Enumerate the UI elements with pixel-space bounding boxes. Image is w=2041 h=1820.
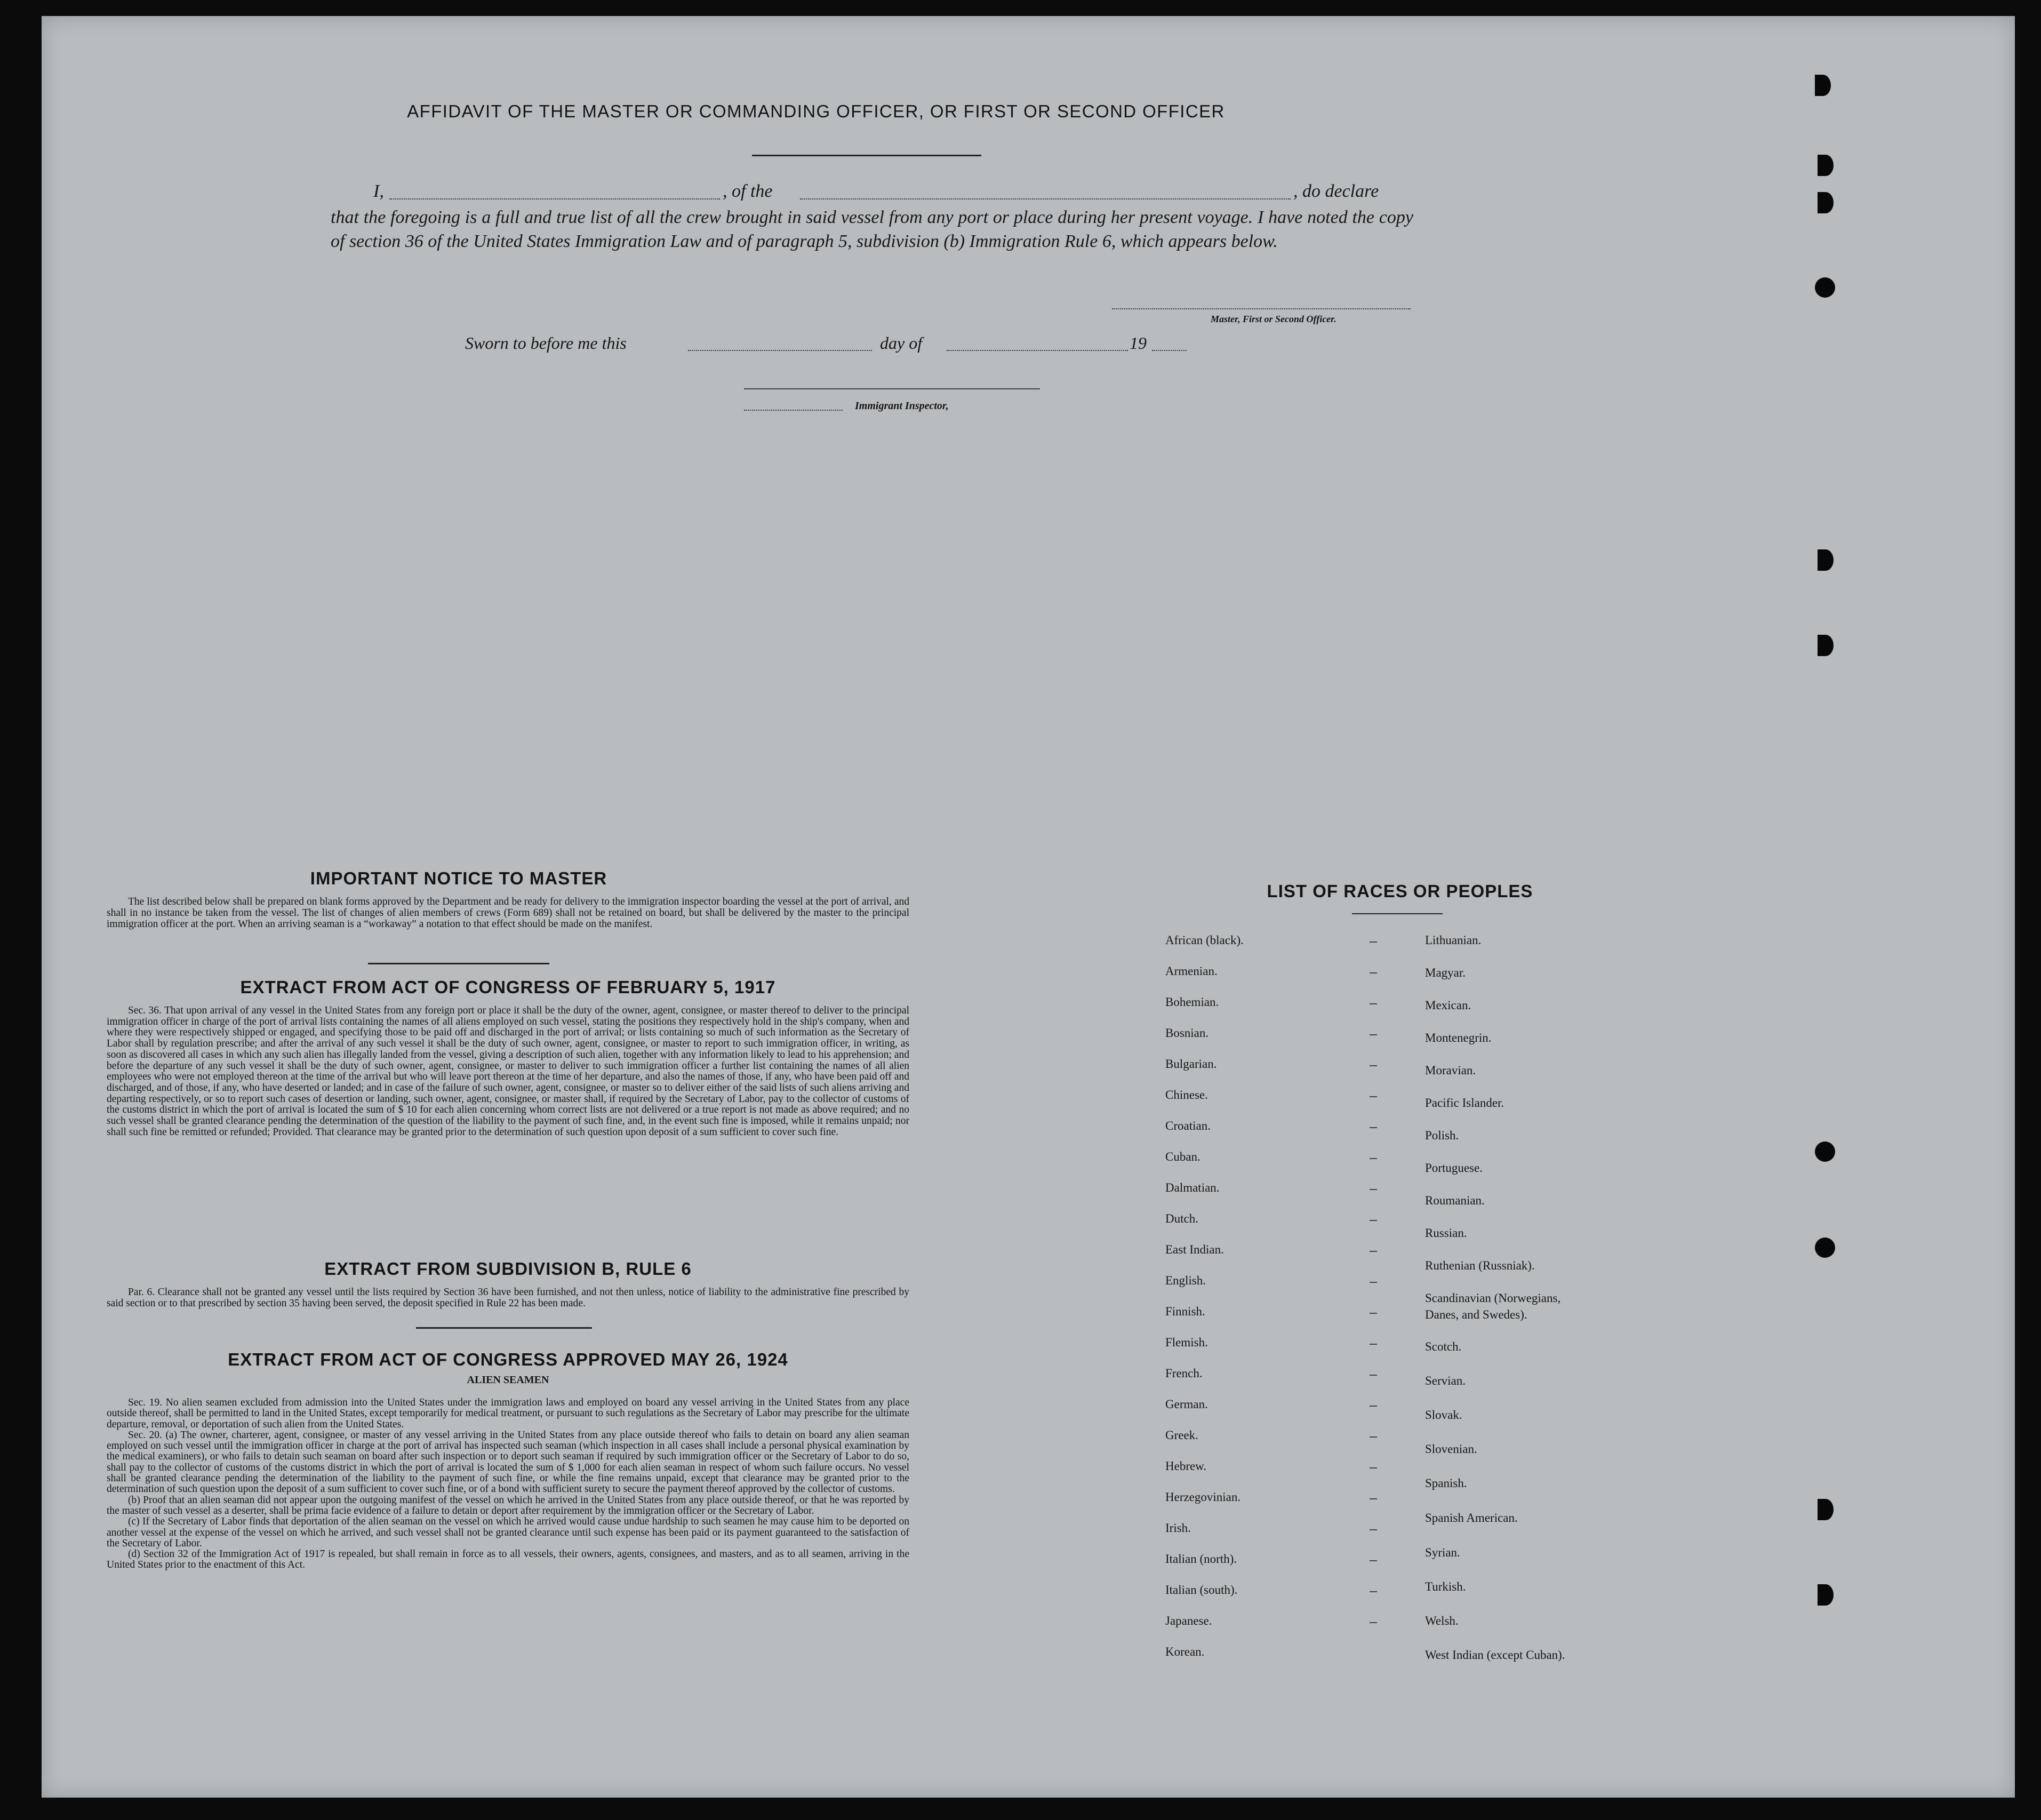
- binder-hole-icon: [1818, 549, 1834, 571]
- race-separator-dash: [1370, 1622, 1377, 1623]
- race-item: Armenian.: [1165, 964, 1218, 978]
- inspector-signature-line[interactable]: [744, 388, 1040, 389]
- binder-hole-icon: [1815, 1142, 1835, 1162]
- notice-paragraph: The list described below shall be prepared on blank forms approved by the Department and be ready for delivery to the immigration inspector boarding the vessel at the port of arrival, and shall in no instance be taken from the vessel. The list of changes of alien members of crews (Form 689) shall not be retained on board, but shall be delivered by the master to the principal immigration officer at the port. When an arriving seaman is a “workaway” a notation to that effect should be made on the manifest.: [107, 896, 909, 930]
- race-separator-dash: [1370, 1251, 1377, 1252]
- sworn-month-blank[interactable]: [947, 350, 1128, 351]
- rule-6-title: EXTRACT FROM SUBDIVISION B, RULE 6: [324, 1259, 692, 1279]
- act-1917-text: [107, 1005, 909, 1138]
- rule-6-text: [107, 1287, 909, 1309]
- notice-text: [107, 896, 909, 930]
- rule-6-par-6: Par. 6. Clearance shall not be granted any vessel until the lists required by Section 36 have been furnished, and not then unless, notice of liability to the administrative fine prescribed by said section or to that prescribed by section 35 having been served, the deposit specified in Rule 22 has been made.: [107, 1287, 909, 1309]
- race-item: Chinese.: [1165, 1088, 1208, 1101]
- day-of-text: day of: [880, 333, 923, 353]
- race-item: Spanish.: [1425, 1476, 1467, 1490]
- race-separator-dash: [1370, 1344, 1377, 1345]
- act-1924-sec-19: Sec. 19. No alien seamen excluded from admission into the United States under the immigration laws and employed on board any vessel arriving in the United States from any place outside thereof, shall be permitted to land in the United States, except temporarily for medical treatment, or pursuant to such regulations as the Secretary of Labor may prescribe for the ultimate departure, removal, or deportation of such alien from the United States.: [107, 1397, 909, 1430]
- race-separator-dash: [1370, 1498, 1377, 1499]
- race-item: Scandinavian (Norwegians,: [1425, 1291, 1561, 1305]
- declaration-of-the: , of the: [723, 181, 773, 201]
- act-1917-sec-36: Sec. 36. That upon arrival of any vessel in the United States from any foreign port or place it shall be the duty of the owner, agent, consignee, or master thereof to deliver to the principal immigration officer in charge of the port of arrival lists containing the names of all aliens employed on such vessel, stating the positions they respectively hold in the ship's company, when and where they were respectively shipped or engaged, and specifying those to be paid off and discharged in the port of arrival; or lists containing so much of such information as the Secretary of Labor shall by regulation prescribe; and after the arrival of any such vessel it shall be the duty of such owner, agent, consignee, or master to report to such immigration officer, in writing, as soon as discovered all cases in which any such alien has illegally landed from the vessel, giving a description of such alien, together with any information likely to lead to his apprehension; and before the departure of any such vessel it shall be the duty of such owner, agent, consignee, or master to deliver to such immigration officer a further list containing the names of all alien employees who were not employed thereon at the time of the arrival but who will leave port thereon at the time of her departure, and also the names of those, if any, who have been paid off and discharged, and of those, if any, who have deserted or landed; and in case of the failure of such owner, agent, consignee, or master so to deliver either of the said lists of such aliens arriving and departing respectively, or so to report such cases of desertion or landing, such owner, agent, consignee, or master shall, if required by the Secretary of Labor, pay to the collector of customs of the customs district in which the port of arrival is located the sum of $ 10 for each alien concerning whom correct lists are not delivered or a true report is not made as above required; and no such vessel shall be granted clearance pending the determination of the question of the liability to the payment of such fine, and, in the event such fine is imposed, while it remains unpaid; nor shall such fine be remitted or refunded; Provided. That clearance may be granted prior to the determination of such question upon deposit of a sum sufficient to cover such fine.: [107, 1005, 909, 1138]
- section-divider: [368, 963, 549, 964]
- race-separator-dash: [1370, 1003, 1377, 1004]
- race-separator-dash: [1370, 1406, 1377, 1407]
- act-1924-sec-20c: (c) If the Secretary of Labor finds that deportation of the alien seaman on the vessel on which he arrived would cause undue hardship to such seamen he may cause him to be deported on another vessel at the expense of the vessel on which he arrived, and such vessel shall not be granted clearance until such expense has been paid or its payment guaranteed to the satisfaction of the Secretary of Labor.: [107, 1516, 909, 1549]
- race-separator-dash: [1370, 1096, 1377, 1097]
- sworn-day-blank[interactable]: [688, 350, 872, 351]
- sworn-year-blank[interactable]: [1152, 350, 1187, 351]
- act-1924-text: [107, 1398, 909, 1571]
- race-item: Ruthenian (Russniak).: [1425, 1259, 1535, 1272]
- act-1924-sec-20b: (b) Proof that an alien seaman did not appear upon the outgoing manifest of the vessel on which he arrived in the United States from any place outside thereof, or that he was reported by the master of such vessel as a deserter, shall be prima facie evidence of a failure to detain or deport after requirement by the immigration officer or the Secretary of Labor.: [107, 1494, 909, 1516]
- race-separator-dash: [1370, 1560, 1377, 1561]
- race-item: Montenegrin.: [1425, 1031, 1492, 1044]
- act-1917-title: EXTRACT FROM ACT OF CONGRESS OF FEBRUARY 5, 1917: [240, 977, 776, 997]
- race-item: Moravian.: [1425, 1064, 1476, 1077]
- race-separator-dash: [1370, 1065, 1377, 1066]
- race-separator-dash: [1370, 1436, 1377, 1438]
- declaration-do-declare: , do declare: [1293, 181, 1379, 201]
- race-item: Danes, and Swedes).: [1425, 1308, 1527, 1321]
- race-separator-dash: [1370, 1591, 1377, 1592]
- section-divider: [416, 1327, 592, 1329]
- races-title-underline: [1352, 913, 1443, 914]
- race-item: Scotch.: [1425, 1340, 1462, 1353]
- race-separator-dash: [1370, 1375, 1377, 1376]
- race-item: German.: [1165, 1398, 1208, 1411]
- master-signature-label: Master, First or Second Officer.: [1211, 314, 1336, 324]
- race-item: Polish.: [1425, 1129, 1459, 1142]
- binder-hole-icon: [1818, 155, 1834, 176]
- name-blank[interactable]: [389, 198, 720, 199]
- race-item: Bohemian.: [1165, 995, 1219, 1009]
- race-item: Cuban.: [1165, 1150, 1200, 1163]
- binder-hole-icon: [1818, 1584, 1834, 1606]
- race-item: Bosnian.: [1165, 1026, 1209, 1040]
- title-underline: [752, 155, 981, 156]
- binder-hole-icon: [1815, 75, 1831, 96]
- race-item: Italian (south).: [1165, 1583, 1238, 1597]
- race-separator-dash: [1370, 941, 1377, 943]
- binder-hole-icon: [1815, 277, 1835, 298]
- binder-hole-icon: [1815, 1238, 1835, 1258]
- race-item: Turkish.: [1425, 1580, 1466, 1593]
- race-item: Pacific Islander.: [1425, 1096, 1504, 1109]
- declaration-first-line: [331, 181, 1413, 205]
- master-signature-line[interactable]: [1112, 308, 1411, 309]
- inspector-short-line: [744, 410, 843, 411]
- race-item: Servian.: [1425, 1374, 1466, 1387]
- race-item: Dalmatian.: [1165, 1181, 1220, 1194]
- race-separator-dash: [1370, 1467, 1377, 1468]
- inspector-label: Immigrant Inspector,: [855, 400, 949, 412]
- race-item: Greek.: [1165, 1428, 1198, 1442]
- race-item: Magyar.: [1425, 966, 1466, 979]
- act-1924-sec-20d: (d) Section 32 of the Immigration Act of 1917 is repealed, but shall remain in force as to all vessels, their owners, agents, consignees, and masters, and as to all seamen, arriving in the United States prior to the enactment of this Act.: [107, 1548, 909, 1571]
- race-item: Korean.: [1165, 1645, 1205, 1658]
- race-item: Flemish.: [1165, 1336, 1208, 1349]
- race-item: Russian.: [1425, 1226, 1467, 1240]
- race-item: Spanish American.: [1425, 1511, 1518, 1524]
- race-item: Syrian.: [1425, 1546, 1460, 1559]
- race-separator-dash: [1370, 1220, 1377, 1221]
- race-item: Irish.: [1165, 1521, 1191, 1535]
- race-item: Finnish.: [1165, 1305, 1205, 1318]
- binder-hole-icon: [1818, 192, 1834, 213]
- race-item: Herzegovinian.: [1165, 1490, 1241, 1504]
- year-prefix: 19: [1130, 333, 1147, 353]
- act-1924-sec-20a: Sec. 20. (a) The owner, charterer, agent, consignee, or master of any vessel arriving in the United States from any place outside thereof who fails to detain on board any alien seaman employed on such vessel until the immigration officer in charge at the port of arrival has inspected such seaman (which inspection in all cases shall include a personal physical examination by the medical examiners), or who fails to detain such seaman on board after such inspection or to deport such seaman if required by such immigration officer or the Secretary of Labor to do so, shall pay to the collector of customs of the customs district in which the port of arrival is located the sum of $ 1,000 for each alien seaman in respect of whom such failure occurs. No vessel shall be granted clearance pending the determination of the liability to the payment of such fine, or while the fine remains unpaid, except that clearance may be granted prior to the determination of such question upon the deposit of a sum sufficient to cover such fine, or of a bond with sufficient surety to secure the payment thereof approved by the collector of customs.: [107, 1429, 909, 1495]
- race-item: Hebrew.: [1165, 1459, 1207, 1473]
- race-separator-dash: [1370, 1313, 1377, 1314]
- race-item: English.: [1165, 1274, 1206, 1287]
- race-item: Mexican.: [1425, 999, 1471, 1012]
- race-item: Bulgarian.: [1165, 1057, 1217, 1071]
- race-separator-dash: [1370, 1158, 1377, 1159]
- vessel-blank[interactable]: [800, 198, 1291, 199]
- race-item: Japanese.: [1165, 1614, 1212, 1627]
- act-1924-subtitle: ALIEN SEAMEN: [467, 1374, 549, 1386]
- race-item: Slovak.: [1425, 1408, 1462, 1422]
- races-title: LIST OF RACES OR PEOPLES: [1267, 881, 1533, 901]
- race-separator-dash: [1370, 1034, 1377, 1035]
- race-item: Dutch.: [1165, 1212, 1198, 1225]
- declaration-body: that the foregoing is a full and true list of all the crew brought in said vessel from any port or place during her present voyage. I have noted the copy of section 36 of the United States Immigration Law and of paragraph 5, subdivision (b) Immigration Rule 6, which appears below.: [331, 207, 1413, 251]
- affidavit-title: AFFIDAVIT OF THE MASTER OR COMMANDING OFFICER, OR FIRST OR SECOND OFFICER: [407, 101, 1225, 121]
- race-separator-dash: [1370, 1189, 1377, 1190]
- act-1924-title: EXTRACT FROM ACT OF CONGRESS APPROVED MAY 26, 1924: [228, 1350, 788, 1369]
- notice-title: IMPORTANT NOTICE TO MASTER: [310, 868, 607, 888]
- race-item: Slovenian.: [1425, 1442, 1477, 1456]
- race-item: Roumanian.: [1425, 1194, 1485, 1207]
- race-item: Welsh.: [1425, 1614, 1459, 1627]
- race-item: French.: [1165, 1367, 1203, 1380]
- race-item: African (black).: [1165, 933, 1244, 947]
- race-separator-dash: [1370, 1127, 1377, 1128]
- race-separator-dash: [1370, 1529, 1377, 1530]
- race-separator-dash: [1370, 1282, 1377, 1283]
- race-item: Croatian.: [1165, 1119, 1211, 1132]
- race-item: Lithuanian.: [1425, 933, 1482, 947]
- declaration-i: I,: [373, 181, 384, 201]
- race-item: East Indian.: [1165, 1243, 1224, 1256]
- race-separator-dash: [1370, 972, 1377, 973]
- race-item: Portuguese.: [1425, 1161, 1483, 1175]
- race-item: West Indian (except Cuban).: [1425, 1648, 1565, 1662]
- binder-hole-icon: [1818, 1499, 1834, 1520]
- binder-hole-icon: [1818, 635, 1834, 656]
- race-item: Italian (north).: [1165, 1552, 1237, 1566]
- sworn-text: Sworn to before me this: [465, 333, 627, 353]
